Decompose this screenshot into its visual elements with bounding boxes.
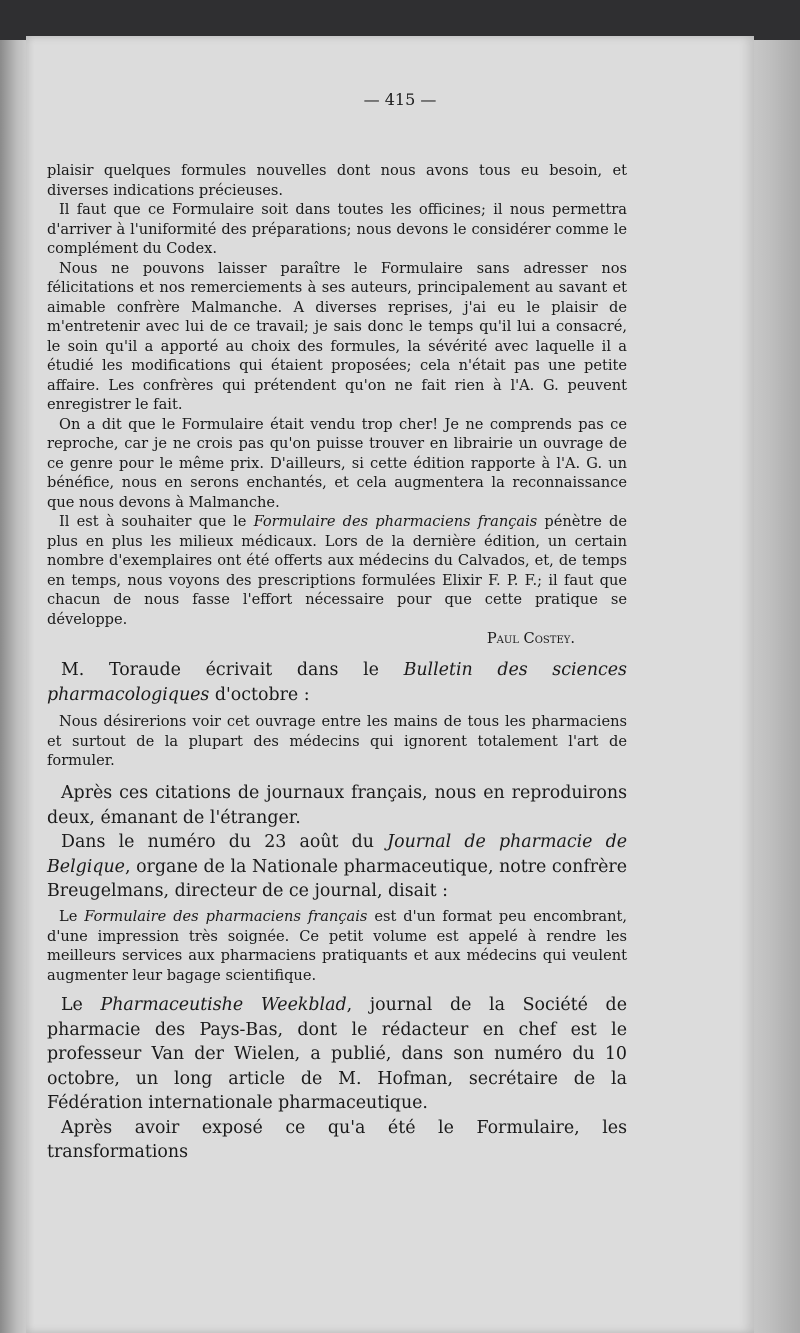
journal-title: Bulletin des sciences pharmacologiques <box>47 660 627 705</box>
book-title: Formulaire des pharmaciens français <box>253 513 538 530</box>
toraude-paragraph: M. Toraude écrivait dans le Bulletin des sciences pharmacologiques d'octobre : <box>47 660 627 705</box>
transition-paragraphs <box>47 781 627 904</box>
quote-belgique: Le Formulaire des pharmaciens français est d'un format peu encombrant, d'une impression très soignée. Ce petit volume est appelé à rendre les meilleurs services aux pharmaciens pratiquants et aux médecins qui veulent augmenter leur bagage scientifique. <box>47 908 627 984</box>
paragraph: Il est à souhaiter que le Formulaire des pharmaciens français pénètre de plus en plus les milieux médicaux. Lors de la dernière édition, un certain nombre d'exemplaires ont été offerts aux médecins du Calvados, et, de temps en temps, nous voyons des prescriptions formulées Elixir F. P. F.; il faut que chacun de nous fasse l'effort nécessaire pour que cette pratique se développe. <box>47 513 627 628</box>
paragraph: Après avoir exposé ce qu'a été le Formulaire, les transformations <box>47 1117 627 1162</box>
paragraph: On a dit que le Formulaire était vendu trop cher! Je ne comprends pas ce reproche, car je ne crois pas qu'on puisse trouver en librairie un ouvrage de ce genre pour le même prix. D'ailleurs, si cette édition rapporte à l'A. G. un bénéfice, nous en serons enchantés, et cela augmentera la reconnaissance que nous devons à Malmanche. <box>47 415 627 511</box>
journal-title: Journal de pharmacie de Belgique <box>47 832 627 877</box>
journal-title: Pharmaceutishe Weekblad <box>100 995 347 1015</box>
paragraph: Le Pharmaceutishe Weekblad, journal de la Société de pharmacie des Pays-Bas, dont le rédacteur en chef est le professeur Van der Wielen, a publié, dans son numéro du 10 octobre, un long article de M. Hofman, secrétaire de la Fédération internationale pharmaceutique. <box>47 995 627 1113</box>
paragraph: Dans le numéro du 23 août du Journal de pharmacie de Belgique, organe de la Nationale pharmaceutique, notre confrère Breugelmans, directeur de ce journal, disait : <box>47 832 627 901</box>
paragraph: Il faut que ce Formulaire soit dans toutes les officines; il nous permettra d'arriver à l'uniformité des préparations; nous devons le considérer comme le complément du Codex. <box>47 201 627 257</box>
paragraph: Nous ne pouvons laisser paraître le Formulaire sans adresser nos félicitations et nos remerciements à ses auteurs, principalement au savant et aimable confrère Malmanche. A diverses reprises, j'ai eu le plaisir de m'entretenir avec lui de ce travail; je sais donc le temps qu'il lui a consacré, le soin qu'il a apporté au choix des formules, la sévérité avec laquelle il a étudié les modifications qui étaient proposées; cela n'était pas une petite affaire. Les confrères qui prétendent qu'on ne fait rien à l'A. G. peuvent enregistrer le fait. <box>47 259 627 413</box>
quote-toraude: Nous désirerions voir cet ouvrage entre les mains de tous les pharmaciens et surtout de la plupart des médecins qui ignorent totalement l'art de formuler. <box>47 713 627 769</box>
book-spine <box>0 40 28 1333</box>
page-edges <box>750 40 800 1333</box>
paragraph: plaisir quelques formules nouvelles dont nous avons tous eu besoin, et diverses indications précieuses. <box>47 162 627 199</box>
letter-text <box>47 161 627 649</box>
weekblad-paragraphs <box>47 993 627 1165</box>
page-number: — 415 — <box>363 90 437 109</box>
signature: Paul Costey. <box>486 630 575 647</box>
book-title: Formulaire des pharmaciens français <box>84 908 368 925</box>
paragraph: Après ces citations de journaux français, nous en reproduirons deux, émanant de l'étranger. <box>47 783 627 828</box>
